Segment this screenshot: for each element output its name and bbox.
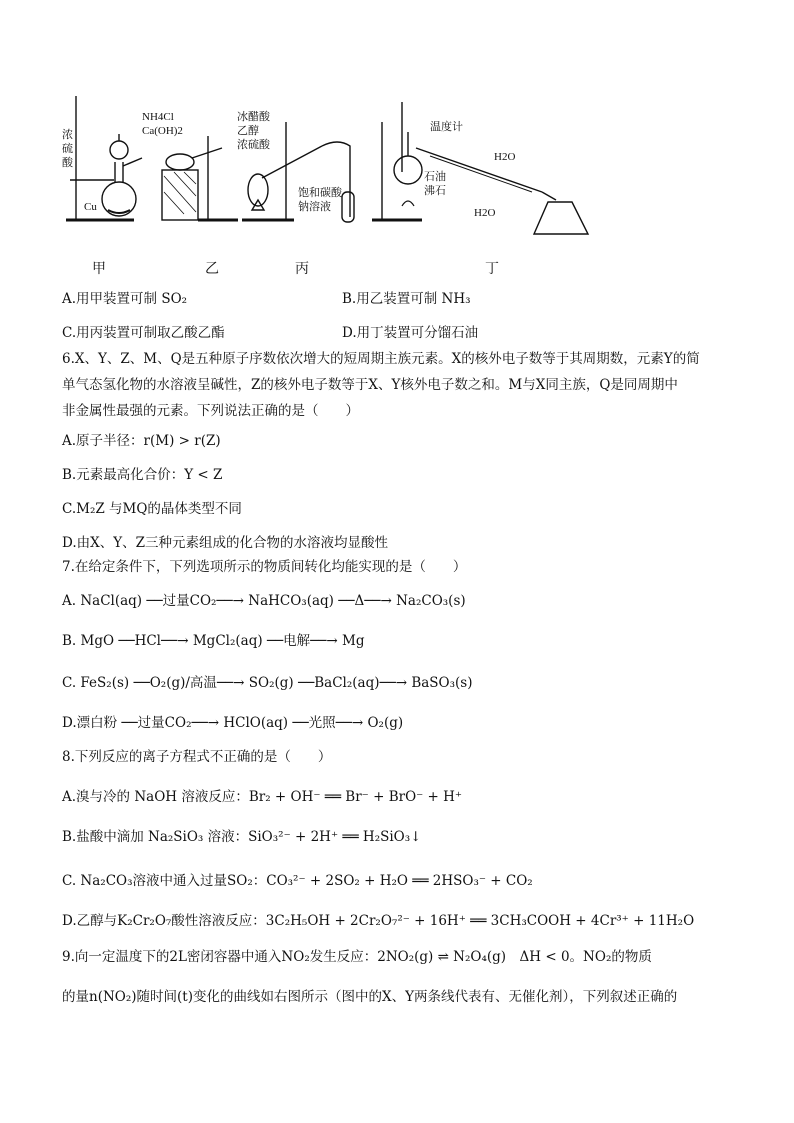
q6-option-c: C.M₂Z 与MQ的晶体类型不同 [62,501,242,517]
apparatus-figure [62,92,592,242]
q7-option-b: B. MgO ──HCl──→ MgCl₂(aq) ──电解──→ Mg [62,633,365,649]
q6-stem-line2: 单气态氢化物的水溶液呈碱性，Z的核外电子数等于X、Y核外电子数之和。M与X同主族，Q是同周期中 [62,377,678,393]
q5-option-b: B.用乙装置可制 NH₃ [342,291,471,307]
q9-stem-line1: 9.向一定温度下的2L密闭容器中通入NO₂发生反应：2NO₂(g) ⇌ N₂O₄(g) ΔH < 0。NO₂的物质 [62,949,652,965]
jia-label-cu: Cu [84,201,97,213]
bing-label-5: 钠溶液 [298,201,331,213]
q7-option-a: A. NaCl(aq) ──过量CO₂──→ NaHCO₃(aq) ──Δ──→ Na₂CO₃(s) [62,593,466,609]
bing-label-4: 饱和碳酸 [298,187,342,199]
q6-option-b: B.元素最高化合价：Y < Z [62,467,223,483]
caption-bing: 丙 [295,261,309,277]
q9-stem-line2: 的量n(NO₂)随时间(t)变化的曲线如右图所示（图中的X、Y两条线代表有、无催化剂），下列叙述正确的 [62,989,678,1005]
ding-label-water-out: H2O [494,151,516,163]
q6-stem-line3: 非金属性最强的元素。下列说法正确的是（ ） [62,403,359,419]
q7-option-d: D.漂白粉 ──过量CO₂──→ HClO(aq) ──光照──→ O₂(g) [62,715,404,731]
bing-label-1: 冰醋酸 [237,111,270,123]
caption-ding: 丁 [485,261,499,277]
q8-option-d: D.乙醇与K₂Cr₂O₇酸性溶液反应：3C₂H₅OH + 2Cr₂O₇²⁻ + 16H⁺ ══ 3CH₃COOH + 4Cr³⁺ + 11H₂O [62,913,695,929]
q6-option-a: A.原子半径：r(M) > r(Z) [62,433,221,449]
q5-option-d: D.用丁装置可分馏石油 [342,325,479,341]
apparatus-bing [237,109,354,222]
yi-label-nh4cl: NH4Cl [142,111,174,123]
q8-option-a: A.溴与冷的 NaOH 溶液反应：Br₂ + OH⁻ ══ Br⁻ + BrO⁻ + H⁺ [62,789,463,805]
bing-label-2: 乙醇 [237,125,259,137]
q5-option-a: A.用甲装置可制 SO₂ [62,291,188,307]
jia-label-2: 硫 [62,143,73,155]
q8-option-b: B.盐酸中滴加 Na₂SiO₃ 溶液：SiO₃²⁻ + 2H⁺ ══ H₂SiO₃↓ [62,829,422,845]
jia-label-3: 酸 [62,157,73,169]
q6-stem-line1: 6.X、Y、Z、M、Q是五种原子序数依次增大的短周期主族元素。X的核外电子数等于其周期数，元素Y的简 [62,351,700,367]
ding-label-boiling-chips: 沸石 [424,185,446,197]
q8-stem: 8.下列反应的离子方程式不正确的是（ ） [62,749,332,765]
q5-option-c: C.用丙装置可制取乙酸乙酯 [62,325,225,341]
apparatus-jia [62,96,142,220]
apparatus-ding [372,102,588,234]
q7-stem: 7.在给定条件下，下列选项所示的物质间转化均能实现的是（ ） [62,559,467,575]
bing-label-3: 浓硫酸 [237,139,270,151]
ding-label-water-in: H2O [474,207,496,219]
ding-label-petroleum: 石油 [424,171,446,183]
jia-label-1: 浓 [62,129,73,141]
caption-jia: 甲 [92,261,106,277]
yi-label-caoh2: Ca(OH)2 [142,125,183,137]
caption-yi: 乙 [205,261,219,277]
ding-label-thermometer: 温度计 [430,121,463,133]
apparatus-yi [142,111,238,220]
q7-option-c: C. FeS₂(s) ──O₂(g)/高温──→ SO₂(g) ──BaCl₂(aq)──→ BaSO₃(s) [62,675,473,691]
q8-option-c: C. Na₂CO₃溶液中通入过量SO₂：CO₃²⁻ + 2SO₂ + H₂O ══ 2HSO₃⁻ + CO₂ [62,873,533,889]
q6-option-d: D.由X、Y、Z三种元素组成的化合物的水溶液均显酸性 [62,535,389,551]
